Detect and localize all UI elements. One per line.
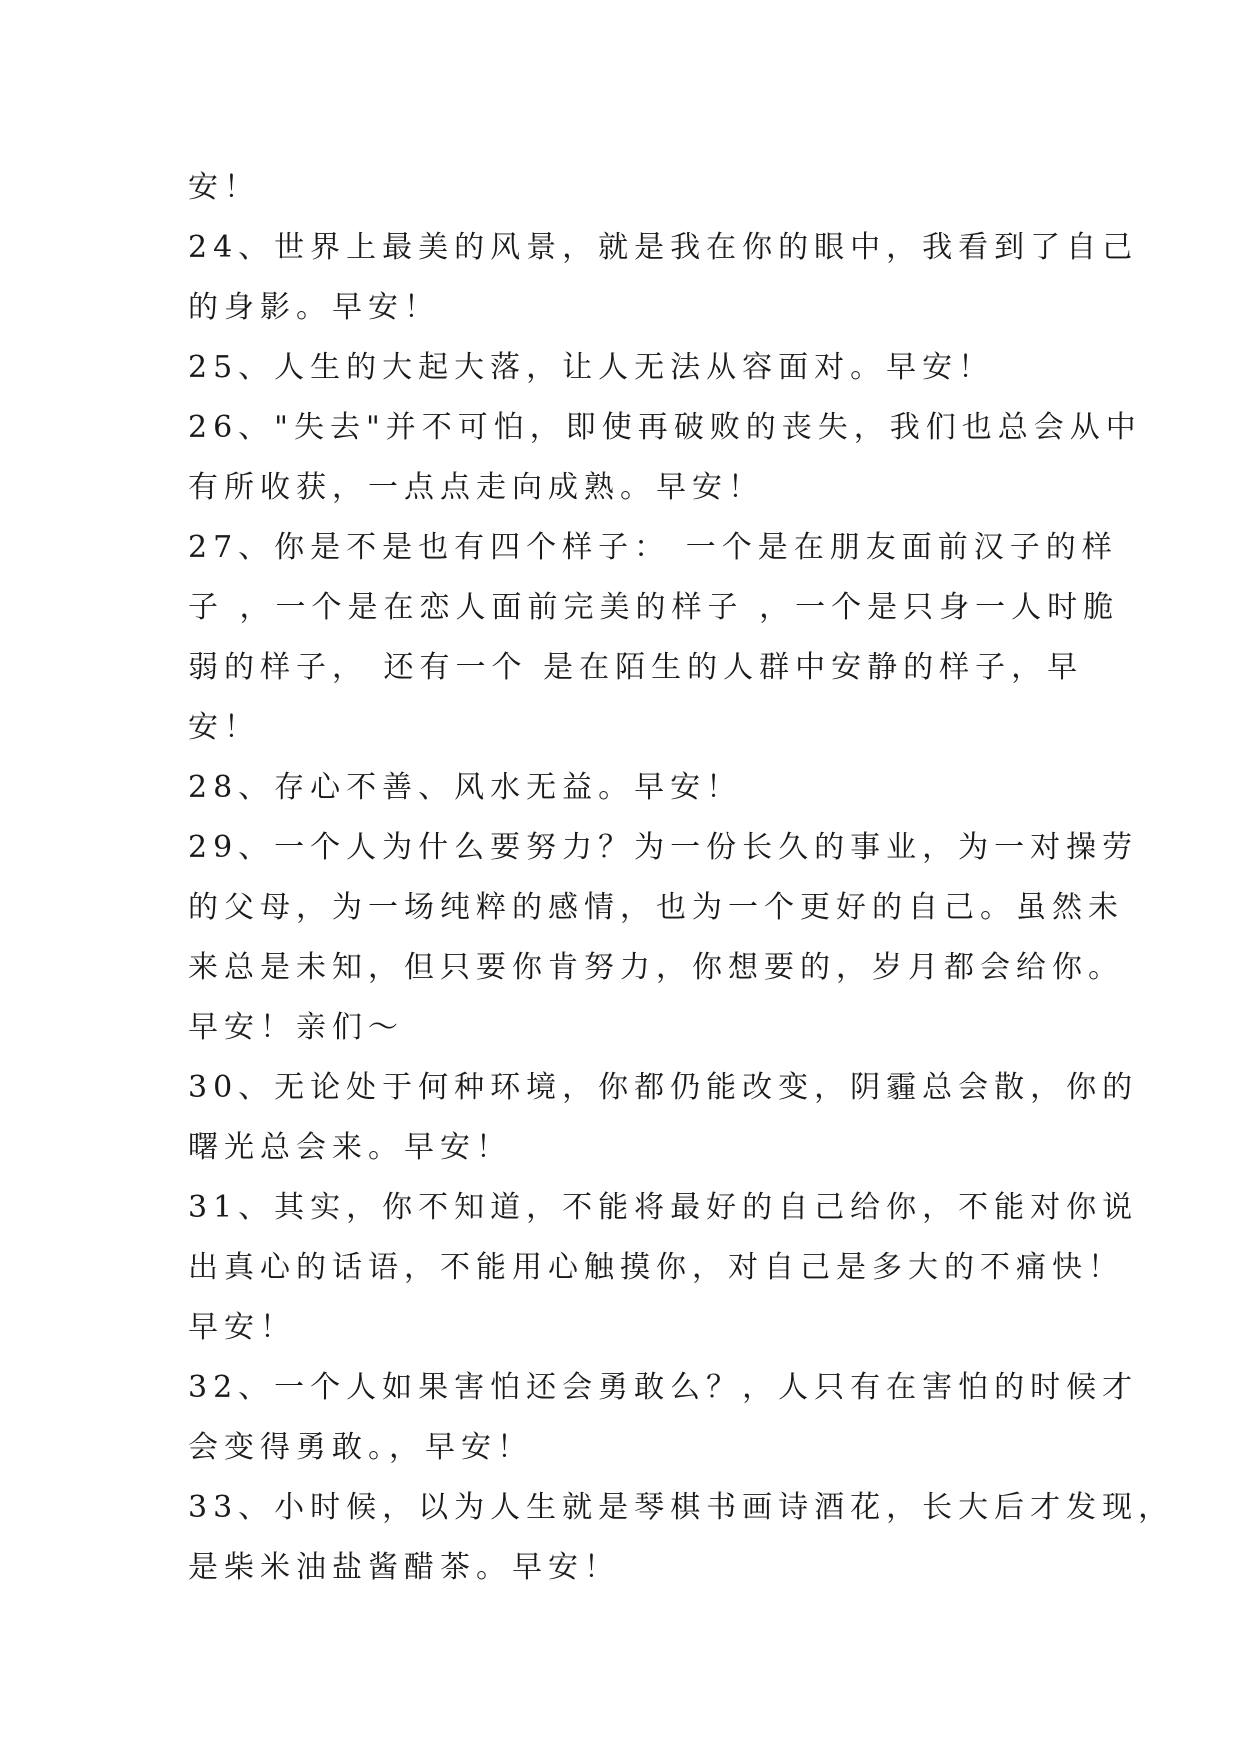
text-line: 26、"失去"并不可怕，即使再破败的丧失，我们也总会从中 (188, 410, 1142, 445)
text-line: 会变得勇敢。，早安！ (188, 1430, 533, 1465)
text-line: 有所收获，一点点走向成熟。早安！ (188, 470, 764, 505)
text-line: 31、其实，你不知道，不能将最好的自己给你，不能对你说 (188, 1190, 1139, 1225)
text-line: 25、人生的大起大落，让人无法从容面对。早安！ (188, 350, 995, 385)
text-line: 出真心的话语，不能用心触摸你，对自己是多大的不痛快！ (188, 1250, 1124, 1285)
text-line: 33、小时候，以为人生就是琴棋书画诗酒花，长大后才发现， (188, 1490, 1175, 1525)
text-line: 曙光总会来。早安！ (188, 1130, 512, 1165)
text-line: 子 ，一个是在恋人面前完美的样子 ，一个是只身一人时脆 (188, 590, 1120, 625)
text-line: 30、无论处于何种环境，你都仍能改变，阴霾总会散，你的 (188, 1070, 1139, 1105)
text-line: 的父母，为一场纯粹的感情，也为一个更好的自己。虽然未 (188, 890, 1124, 925)
text-line: 早安！ (188, 1310, 296, 1345)
text-line: 的身影。早安！ (188, 290, 440, 325)
document-body (188, 158, 1175, 1598)
text-line: 24、世界上最美的风景，就是我在你的眼中，我看到了自己 (188, 230, 1139, 265)
text-line: 弱的样子， 还有一个 是在陌生的人群中安静的样子，早 (188, 650, 1084, 685)
text-line: 28、存心不善、风水无益。早安！ (188, 770, 743, 805)
text-line: 32、一个人如果害怕还会勇敢么？，人只有在害怕的时候才 (188, 1370, 1139, 1405)
text-line: 安！ (188, 710, 260, 745)
text-line: 29、一个人为什么要努力？为一份长久的事业，为一对操劳 (188, 830, 1139, 865)
text-line: 安！ (188, 170, 260, 205)
text-line: 早安！亲们～ (188, 1010, 404, 1045)
text-line: 来总是未知，但只要你肯努力，你想要的，岁月都会给你。 (188, 950, 1124, 985)
text-line: 是柴米油盐酱醋茶。早安！ (188, 1550, 620, 1585)
text-line: 27、你是不是也有四个样子： 一个是在朋友面前汉子的样 (188, 530, 1118, 565)
